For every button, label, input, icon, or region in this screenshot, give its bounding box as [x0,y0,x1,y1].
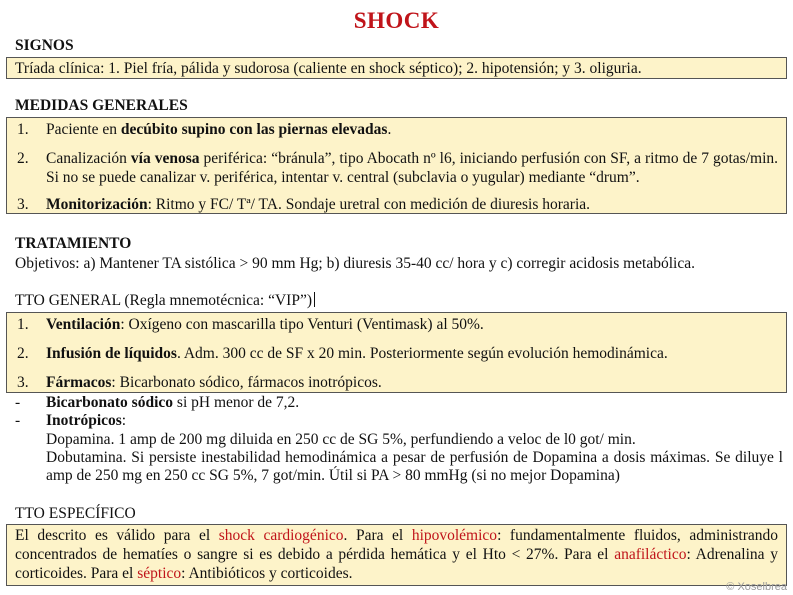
item-number: 3. [17,196,29,213]
item-number: 2. [17,150,29,167]
dash-marker: - [15,394,21,411]
item-number: 3. [17,374,29,391]
item-text: . Adm. 300 cc de SF x 20 min. Posteriormente según evolución hemodinámica. [176,345,668,362]
page-title: SHOCK [353,8,440,33]
tto-general-heading: TTO GENERAL (Regla mnemotécnica: “VIP”) [15,292,315,310]
objetivos-text: Objetivos: a) Mantener TA sistólica > 90 mm Hg; b) diuresis 35-40 cc/ hora y c) corregir acidosis metabólica. [15,255,695,272]
tto-especifico-heading: TTO ESPECÍFICO [15,505,136,522]
item-bold: Infusión de líquidos [46,345,177,362]
shock-type-hipovolemico: hipovolémico [411,527,498,544]
item-number: 2. [17,345,29,362]
tto-general-box [6,312,787,393]
item-bold: Fármacos [46,374,112,391]
dobutamina-text: Dobutamina. Si persiste inestabilidad hemodinámica a pesar de perfusión de Dopamina a dosis máximas. Se diluye l amp de 250 mg en 250 cc SG 5%, 7 got/min. Útil si PA > 80 mmHg (si no mejor Dopamina) [46,449,783,484]
signos-box [6,57,787,79]
shock-type-anafilactico: anafiláctico [614,546,687,563]
text-cursor [314,292,315,307]
signos-heading: SIGNOS [15,37,74,54]
medidas-box [6,117,787,214]
item-bold: decúbito supino con las piernas elevadas [120,121,388,138]
tratamiento-heading: TRATAMIENTO [15,235,132,252]
shock-type-septico: séptico [137,565,182,582]
item-text: : Ritmo y FC/ Tª/ TA. Sondaje uretral con medición de diuresis horaria. [147,196,591,213]
copyright-watermark: © Xoselbrea [726,581,787,593]
item-text: Canalización [46,150,131,167]
item-number: 1. [17,316,29,333]
item-text: . [387,121,392,138]
item-bold: Monitorización [46,196,148,213]
bicarbonato-item: Bicarbonato sódico si pH menor de 7,2. [46,394,300,411]
item-bold: vía venosa [130,150,200,167]
medidas-heading: MEDIDAS GENERALES [15,97,188,114]
signos-text: Tríada clínica: 1. Piel fría, pálida y sudorosa (caliente en shock séptico); 2. hipotensión; y 3. oliguria. [15,60,642,77]
shock-type-cardiogenico: shock cardiogénico [218,527,344,544]
inotropicos-item: Inotrópicos: [46,412,127,429]
dopamina-text: Dopamina. 1 amp de 200 mg diluida en 250 cc de SG 5%, perfundiendo a veloc de l0 got/ min. [46,431,636,448]
item-bold: Ventilación [46,316,121,333]
dash-marker: - [15,412,21,429]
item-text: : Bicarbonato sódico, fármacos inotrópicos. [111,374,382,391]
tto-especifico-text: El descrito es válido para el shock cardiogénico. Para el hipovolémico: fundamentalmente fluidos, administrando concentrados de hematíes o sangre si es debido a pérdida hemática y el Hto < 27%. Para el anafiláctico: Adrenalina y corticoides. Para el séptico: Antibióticos y corticoides. [15,527,779,582]
tto-especifico-box [6,524,787,586]
item-text: periférica: “bránula”, tipo Abocath nº l6, iniciando perfusión con SF, a ritmo de 7 gotas/min. Si no se puede canalizar v. periférica, intentar v. central (subclavia o yugular) mediante “drum”. [46,150,779,186]
item-text: Paciente en [46,121,121,138]
item-text: : Oxígeno con mascarilla tipo Venturi (Ventimask) al 50%. [120,316,484,333]
item-number: 1. [17,121,29,138]
